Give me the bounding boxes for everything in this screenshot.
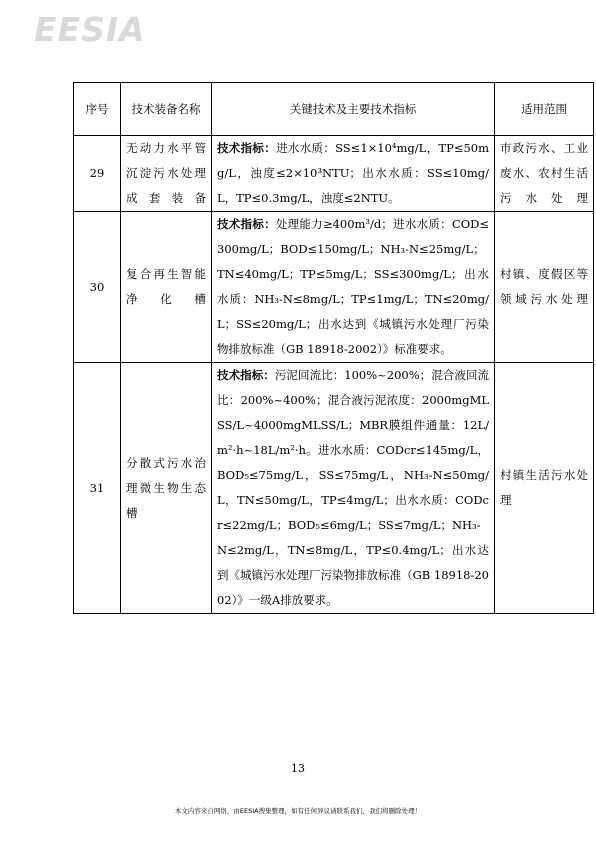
row-spec [212, 136, 495, 212]
row-name: 无动力水平管沉淀污水处理成套装备 [121, 136, 212, 212]
table-row [74, 363, 594, 614]
table-row [74, 136, 594, 212]
table-row [74, 212, 594, 363]
row-name: 复合再生智能净化槽 [121, 212, 212, 363]
table-header-row [74, 83, 594, 136]
spec-text: 进水水质：SS≤1×10⁴mg/L，TP≤50mg/L，浊度≤2×10³NTU；出水水质：SS≤10mg/L，TP≤0.3mg/L，浊度≤2NTU。 [217, 141, 489, 205]
page-number: 13 [291, 762, 305, 775]
spec-label: 技术指标： [217, 141, 277, 155]
spec-text: 污泥回流比：100%~200%；混合液回流比：200%~400%；混合液污泥浓度：2000mgMLSS/L~4000mgMLSS/L；MBR膜组件通量：12L/m²·h~18L/m²·h。进水水质：CODcr≤145mg/L，BOD₅≤75mg/L，SS≤75mg/L，NH₃-N≤50mg/L，TN≤50mg/L，TP≤4mg/L；出水水质：CODcr≤22mg/L；BOD₅≤6mg/L；SS≤7mg/L；NH₃-N≤2mg/L，TN≤8mg/L，TP≤0.4mg/L；出水达到《城镇污水处理厂污染物排放标准（GB 18918-2002）》一级A排放要求。 [217, 368, 490, 607]
eesia-logo: EESIA [34, 10, 146, 49]
spec-label: 技术指标： [217, 217, 276, 231]
spec-label: 技术指标： [217, 368, 275, 382]
header-index: 序号 [74, 83, 121, 136]
row-scope: 市政污水、工业废水、农村生活污水处理 [495, 136, 594, 212]
header-name: 技术装备名称 [121, 83, 212, 136]
row-spec [212, 212, 495, 363]
row-scope: 村镇、度假区等领域污水处理 [495, 212, 594, 363]
header-scope: 适用范围 [495, 83, 594, 136]
row-scope: 村镇生活污水处理 [495, 363, 594, 614]
row-name: 分散式污水治理微生物生态槽 [121, 363, 212, 614]
row-index: 30 [74, 212, 121, 363]
row-index: 31 [74, 363, 121, 614]
equipment-table [73, 82, 594, 614]
spec-text: 处理能力≥400m³/d；进水水质：COD≤300mg/L；BOD≤150mg/L；NH₃-N≤25mg/L；TN≤40mg/L；TP≤5mg/L；SS≤300mg/L；出水水质：NH₃-N≤8mg/L；TP≤1mg/L；TN≤20mg/L；SS≤20mg/L；出水达到《城镇污水处理厂污染物排放标准（GB 18918-2002）》标准要求。 [217, 217, 489, 356]
row-spec [212, 363, 495, 614]
footer-disclaimer: 本文内容来自网络，由EESIA搜集整理，如有任何异议请联系我们，我们将删除处理！ [174, 807, 422, 815]
header-key-tech: 关键技术及主要技术指标 [212, 83, 495, 136]
row-index: 29 [74, 136, 121, 212]
